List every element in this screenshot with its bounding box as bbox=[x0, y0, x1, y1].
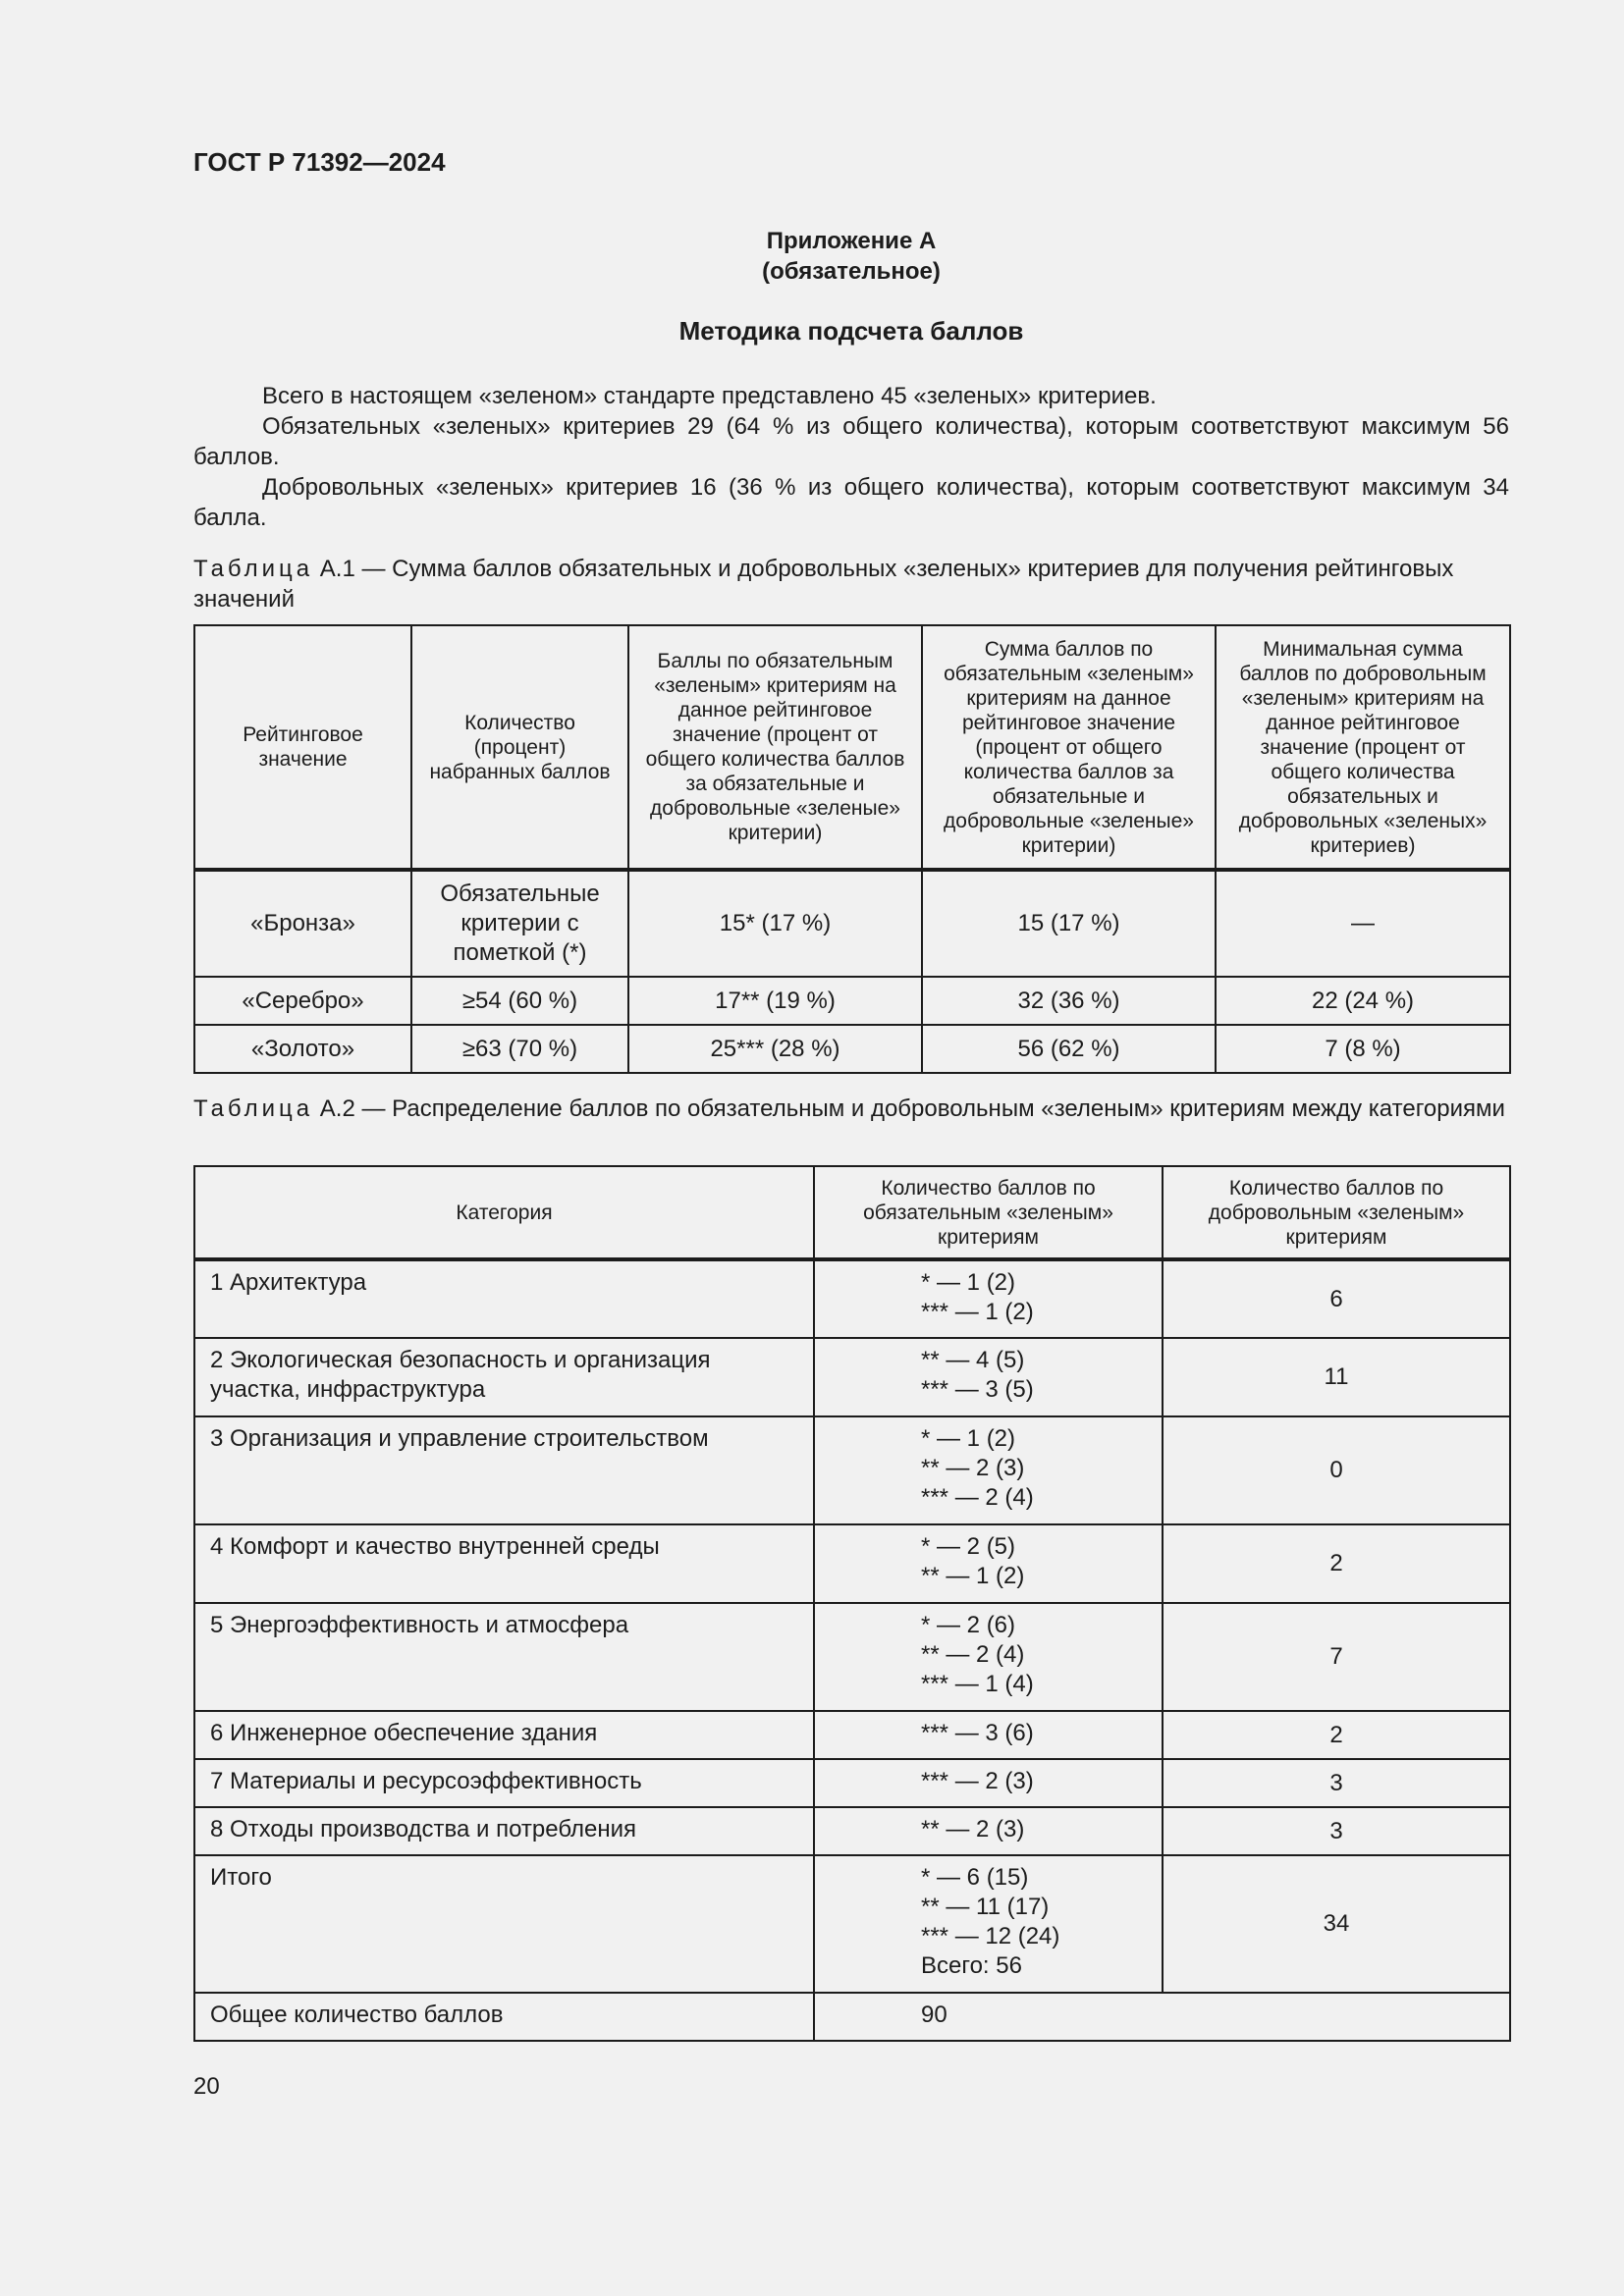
annex-status: (обязательное) bbox=[762, 258, 941, 285]
mandatory-line: *** — 2 (4) bbox=[921, 1484, 1034, 1511]
table-row bbox=[194, 870, 1510, 977]
table-row bbox=[194, 1025, 1510, 1073]
mandatory-line: ** — 1 (2) bbox=[921, 1563, 1025, 1589]
table1-caption-text: А.1 — Сумма баллов обязательных и добровольных «зеленых» критериев для получения рейтинговых значений bbox=[193, 556, 1454, 613]
category-cell: 1 Архитектура bbox=[194, 1259, 814, 1338]
table-row bbox=[194, 1338, 1510, 1416]
mandatory-cell bbox=[814, 1711, 1163, 1759]
voluntary-cell: 2 bbox=[1163, 1524, 1510, 1603]
mandatory-cell bbox=[814, 1603, 1163, 1711]
mandatory-line: *** — 1 (2) bbox=[921, 1299, 1034, 1325]
total-value: 90 bbox=[814, 1993, 1510, 2041]
mandatory-line: ** — 11 (17) bbox=[921, 1894, 1050, 1920]
mandatory-line: * — 2 (6) bbox=[921, 1612, 1016, 1638]
table-cell: «Золото» bbox=[194, 1025, 411, 1073]
mandatory-line: * — 1 (2) bbox=[921, 1269, 1016, 1296]
mandatory-line: *** — 3 (6) bbox=[921, 1720, 1034, 1746]
table2-caption bbox=[193, 1094, 1509, 1124]
table-header-cell: Сумма баллов по обязательным «зеленым» критериям на данное рейтинговое значение (процент от общего количества баллов за обязательные и добровольные «зеленые» критерии) bbox=[922, 625, 1216, 870]
method-title: Методика подсчета баллов bbox=[678, 316, 1024, 346]
intro-paragraph: Всего в настоящем «зеленом» стандарте представлено 45 «зеленых» критериев. bbox=[262, 383, 1157, 409]
table-cell: ≥54 (60 %) bbox=[411, 977, 628, 1025]
table-header-cell: Количество баллов по обязательным «зеленым» критериям bbox=[814, 1166, 1163, 1259]
table-cell: 15 (17 %) bbox=[922, 870, 1216, 977]
voluntary-cell: 3 bbox=[1163, 1759, 1510, 1807]
table-cell: 17** (19 %) bbox=[628, 977, 922, 1025]
table-header-cell: Баллы по обязательным «зеленым» критериям на данное рейтинговое значение (процент от общего количества баллов за обязательные и добровольные «зеленые» критерии) bbox=[628, 625, 922, 870]
category-cell: 2 Экологическая безопасность и организация участка, инфраструктура bbox=[194, 1338, 814, 1416]
table-cell: 7 (8 %) bbox=[1216, 1025, 1510, 1073]
mandatory-line: * — 6 (15) bbox=[921, 1864, 1029, 1891]
table-cell: — bbox=[1216, 870, 1510, 977]
page-number: 20 bbox=[193, 2073, 220, 2100]
mandatory-line: ** — 4 (5) bbox=[921, 1347, 1025, 1373]
table1-caption bbox=[193, 554, 1509, 614]
document-code: ГОСТ Р 71392—2024 bbox=[193, 147, 446, 177]
annex-title: Приложение А bbox=[766, 228, 937, 254]
mandatory-cell bbox=[814, 1338, 1163, 1416]
mandatory-line: ** — 2 (3) bbox=[921, 1816, 1025, 1842]
table-header-cell: Минимальная сумма баллов по добровольным «зеленым» критериям на данное рейтинговое значение (процент от общего количества обязательных и добровольных «зеленых» критериев) bbox=[1216, 625, 1510, 870]
table-header-row bbox=[194, 1166, 1510, 1259]
table-row bbox=[194, 1807, 1510, 1855]
table-header-cell: Количество баллов по добровольным «зеленым» критериям bbox=[1163, 1166, 1510, 1259]
voluntary-cell: 2 bbox=[1163, 1711, 1510, 1759]
table-header-cell: Рейтинговое значение bbox=[194, 625, 411, 870]
category-table bbox=[193, 1165, 1511, 2042]
mandatory-cell bbox=[814, 1416, 1163, 1524]
total-label: Общее количество баллов bbox=[194, 1993, 814, 2041]
table1-caption-label: Таблица bbox=[193, 556, 314, 582]
table-cell: 32 (36 %) bbox=[922, 977, 1216, 1025]
table-cell: 22 (24 %) bbox=[1216, 977, 1510, 1025]
category-cell: 3 Организация и управление строительством bbox=[194, 1416, 814, 1524]
rating-table bbox=[193, 624, 1511, 1074]
voluntary-cell: 11 bbox=[1163, 1338, 1510, 1416]
category-cell: Итого bbox=[194, 1855, 814, 1993]
table-row bbox=[194, 1711, 1510, 1759]
mandatory-line: Всего: 56 bbox=[921, 1952, 1022, 1979]
table-header-cell: Количество (процент) набранных баллов bbox=[411, 625, 628, 870]
table-cell: «Бронза» bbox=[194, 870, 411, 977]
category-cell: 7 Материалы и ресурсоэффективность bbox=[194, 1759, 814, 1807]
voluntary-cell: 34 bbox=[1163, 1855, 1510, 1993]
category-cell: 8 Отходы производства и потребления bbox=[194, 1807, 814, 1855]
table-cell: ≥63 (70 %) bbox=[411, 1025, 628, 1073]
table-header-cell: Категория bbox=[194, 1166, 814, 1259]
mandatory-line: ** — 2 (4) bbox=[921, 1641, 1025, 1668]
table-row bbox=[194, 1855, 1510, 1993]
table-row bbox=[194, 1603, 1510, 1711]
table-row bbox=[194, 1524, 1510, 1603]
intro-paragraph: Обязательных «зеленых» критериев 29 (64 % из общего количества), которым соответствуют максимум 56 баллов. bbox=[193, 413, 1509, 470]
mandatory-line: *** — 12 (24) bbox=[921, 1923, 1060, 1949]
table2-caption-label: Таблица bbox=[193, 1095, 314, 1122]
mandatory-cell bbox=[814, 1855, 1163, 1993]
annex-heading bbox=[193, 226, 1509, 287]
table-row bbox=[194, 977, 1510, 1025]
total-row bbox=[194, 1993, 1510, 2041]
voluntary-cell: 0 bbox=[1163, 1416, 1510, 1524]
mandatory-line: * — 2 (5) bbox=[921, 1533, 1016, 1560]
category-cell: 4 Комфорт и качество внутренней среды bbox=[194, 1524, 814, 1603]
table-row bbox=[194, 1759, 1510, 1807]
table-cell: Обязательные критерии с пометкой (*) bbox=[411, 870, 628, 977]
mandatory-cell bbox=[814, 1524, 1163, 1603]
mandatory-line: ** — 2 (3) bbox=[921, 1455, 1025, 1481]
table-cell: 56 (62 %) bbox=[922, 1025, 1216, 1073]
mandatory-cell bbox=[814, 1807, 1163, 1855]
intro-paragraph: Добровольных «зеленых» критериев 16 (36 % из общего количества), которым соответствуют максимум 34 балла. bbox=[193, 474, 1509, 531]
category-cell: 5 Энергоэффективность и атмосфера bbox=[194, 1603, 814, 1711]
mandatory-cell bbox=[814, 1259, 1163, 1338]
table2-caption-text: А.2 — Распределение баллов по обязательным и добровольным «зеленым» критериям между категориями bbox=[319, 1095, 1505, 1122]
mandatory-line: *** — 1 (4) bbox=[921, 1671, 1034, 1697]
table-cell: 15* (17 %) bbox=[628, 870, 922, 977]
mandatory-line: *** — 3 (5) bbox=[921, 1376, 1034, 1403]
table-header-row bbox=[194, 625, 1510, 870]
voluntary-cell: 3 bbox=[1163, 1807, 1510, 1855]
category-cell: 6 Инженерное обеспечение здания bbox=[194, 1711, 814, 1759]
table-cell: «Серебро» bbox=[194, 977, 411, 1025]
mandatory-line: *** — 2 (3) bbox=[921, 1768, 1034, 1794]
intro-text bbox=[193, 381, 1509, 533]
mandatory-line: * — 1 (2) bbox=[921, 1425, 1016, 1452]
voluntary-cell: 7 bbox=[1163, 1603, 1510, 1711]
mandatory-cell bbox=[814, 1759, 1163, 1807]
table-row bbox=[194, 1259, 1510, 1338]
voluntary-cell: 6 bbox=[1163, 1259, 1510, 1338]
table-cell: 25*** (28 %) bbox=[628, 1025, 922, 1073]
table-row bbox=[194, 1416, 1510, 1524]
